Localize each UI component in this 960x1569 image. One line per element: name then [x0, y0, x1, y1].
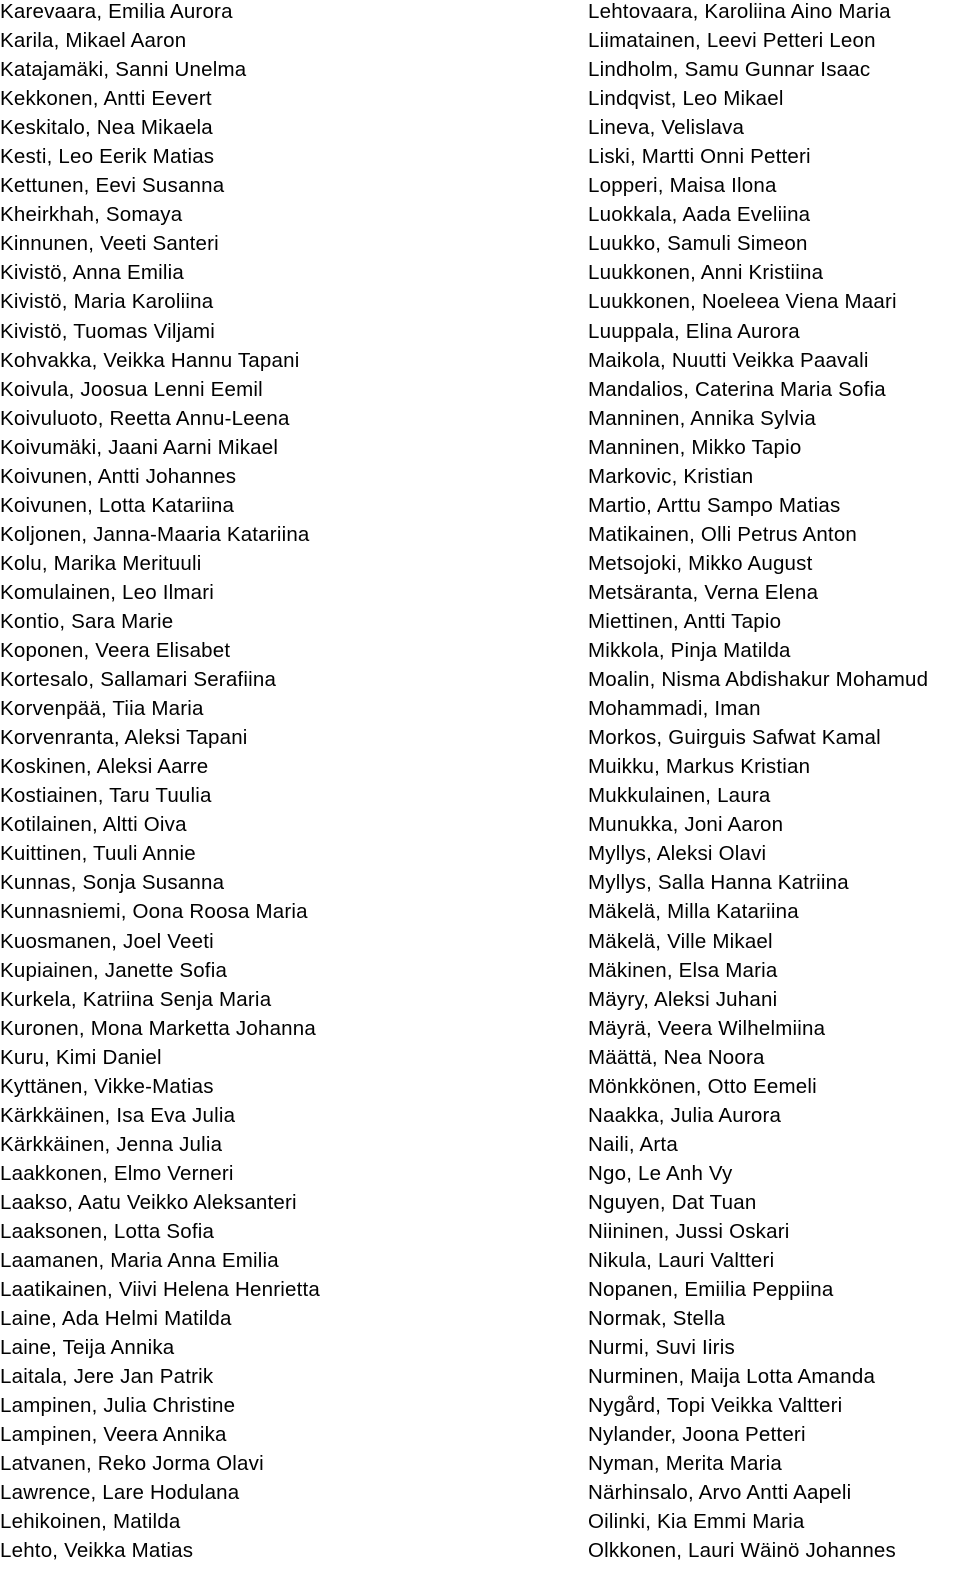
name-entry: Nikula, Lauri Valtteri	[588, 1249, 775, 1273]
name-entry: Lindqvist, Leo Mikael	[588, 87, 784, 111]
name-entry: Kekkonen, Antti Eevert	[0, 87, 212, 111]
name-entry: Karila, Mikael Aaron	[0, 29, 187, 53]
name-entry: Kurkela, Katriina Senja Maria	[0, 987, 272, 1011]
name-entry: Lopperi, Maisa Ilona	[588, 174, 777, 198]
name-entry: Kivistö, Anna Emilia	[0, 261, 185, 285]
name-entry: Miettinen, Antti Tapio	[588, 609, 782, 633]
name-entry: Lampinen, Veera Annika	[0, 1423, 227, 1447]
name-entry: Koskinen, Aleksi Aarre	[0, 755, 209, 779]
name-entry: Mönkkönen, Otto Eemeli	[588, 1074, 817, 1098]
name-entry: Myllys, Salla Hanna Katriina	[588, 871, 849, 895]
name-entry: Luukkonen, Noeleea Viena Maari	[588, 290, 897, 314]
name-entry: Närhinsalo, Arvo Antti Aapeli	[588, 1481, 852, 1505]
name-entry: Kunnasniemi, Oona Roosa Maria	[0, 900, 308, 924]
name-entry: Korvenpää, Tiia Maria	[0, 697, 204, 721]
name-entry: Muikku, Markus Kristian	[588, 755, 811, 779]
name-entry: Kohvakka, Veikka Hannu Tapani	[0, 348, 300, 372]
name-entry: Laitala, Jere Jan Patrik	[0, 1365, 214, 1389]
name-entry: Mäkelä, Ville Mikael	[588, 929, 773, 953]
name-entry: Matikainen, Olli Petrus Anton	[588, 522, 858, 546]
name-entry: Keskitalo, Nea Mikaela	[0, 116, 213, 140]
name-entry: Lineva, Velislava	[588, 116, 745, 140]
name-entry: Manninen, Annika Sylvia	[588, 406, 816, 430]
name-entry: Mäyrä, Veera Wilhelmiina	[588, 1016, 826, 1040]
name-entry: Koivula, Joosua Lenni Eemil	[0, 377, 263, 401]
name-entry: Mäkinen, Elsa Maria	[588, 958, 778, 982]
name-entry: Morkos, Guirguis Safwat Kamal	[588, 726, 881, 750]
name-entry: Kivistö, Tuomas Viljami	[0, 319, 215, 343]
name-entry: Olkkonen, Lauri Wäinö Johannes	[588, 1539, 896, 1563]
name-entry: Kostiainen, Taru Tuulia	[0, 784, 212, 808]
name-entry: Koponen, Veera Elisabet	[0, 639, 231, 663]
name-entry: Naakka, Julia Aurora	[588, 1103, 782, 1127]
right-name-column	[588, 0, 960, 1569]
name-entry: Markovic, Kristian	[588, 464, 754, 488]
name-entry: Lehikoinen, Matilda	[0, 1510, 181, 1534]
name-entry: Koivuluoto, Reetta Annu-Leena	[0, 406, 290, 430]
name-entry: Laine, Ada Helmi Matilda	[0, 1307, 232, 1331]
name-entry: Niininen, Jussi Oskari	[588, 1219, 790, 1243]
name-entry: Koivunen, Antti Johannes	[0, 464, 237, 488]
name-entry: Lehto, Veikka Matias	[0, 1539, 194, 1563]
name-entry: Mukkulainen, Laura	[588, 784, 771, 808]
name-entry: Määttä, Nea Noora	[588, 1045, 765, 1069]
name-entry: Komulainen, Leo Ilmari	[0, 580, 215, 604]
name-entry: Kolu, Marika Merituuli	[0, 551, 202, 575]
name-entry: Nopanen, Emiilia Peppiina	[588, 1278, 834, 1302]
name-entry: Laamanen, Maria Anna Emilia	[0, 1249, 279, 1273]
name-entry: Myllys, Aleksi Olavi	[588, 842, 767, 866]
name-entry: Metsojoki, Mikko August	[588, 551, 813, 575]
name-entry: Ngo, Le Anh Vy	[588, 1161, 733, 1185]
name-entry: Kotilainen, Altti Oiva	[0, 813, 187, 837]
name-entry: Laakkonen, Elmo Verneri	[0, 1161, 234, 1185]
name-entry: Koivumäki, Jaani Aarni Mikael	[0, 435, 279, 459]
name-entry: Mikkola, Pinja Matilda	[588, 639, 791, 663]
name-entry: Lawrence, Lare Hodulana	[0, 1481, 240, 1505]
name-entry: Liimatainen, Leevi Petteri Leon	[588, 29, 876, 53]
name-entry: Laatikainen, Viivi Helena Henrietta	[0, 1278, 321, 1302]
name-entry: Kupiainen, Janette Sofia	[0, 958, 228, 982]
name-entry: Kettunen, Eevi Susanna	[0, 174, 225, 198]
name-entry: Kontio, Sara Marie	[0, 609, 174, 633]
name-entry: Luokkala, Aada Eveliina	[588, 203, 811, 227]
name-entry: Kesti, Leo Eerik Matias	[0, 145, 215, 169]
name-entry: Kuronen, Mona Marketta Johanna	[0, 1016, 316, 1040]
name-entry: Nygård, Topi Veikka Valtteri	[588, 1394, 843, 1418]
name-entry: Karevaara, Emilia Aurora	[0, 0, 233, 23]
name-entry: Kärkkäinen, Isa Eva Julia	[0, 1103, 236, 1127]
name-entry: Kinnunen, Veeti Santeri	[0, 232, 219, 256]
name-entry: Luukko, Samuli Simeon	[588, 232, 808, 256]
name-entry: Nyman, Merita Maria	[588, 1452, 783, 1476]
name-entry: Kuittinen, Tuuli Annie	[0, 842, 196, 866]
name-entry: Naili, Arta	[588, 1132, 678, 1156]
name-entry: Manninen, Mikko Tapio	[588, 435, 802, 459]
name-entry: Korvenranta, Aleksi Tapani	[0, 726, 248, 750]
name-entry: Koljonen, Janna-Maaria Katariina	[0, 522, 310, 546]
name-entry: Mäyry, Aleksi Juhani	[588, 987, 778, 1011]
name-entry: Kivistö, Maria Karoliina	[0, 290, 214, 314]
name-entry: Normak, Stella	[588, 1307, 726, 1331]
name-entry: Kyttänen, Vikke-Matias	[0, 1074, 214, 1098]
name-entry: Lehtovaara, Karoliina Aino Maria	[588, 0, 891, 23]
name-entry: Metsäranta, Verna Elena	[588, 580, 819, 604]
name-entry: Nurminen, Maija Lotta Amanda	[588, 1365, 876, 1389]
name-entry: Martio, Arttu Sampo Matias	[588, 493, 841, 517]
name-entry: Luukkonen, Anni Kristiina	[588, 261, 824, 285]
name-entry: Kunnas, Sonja Susanna	[0, 871, 225, 895]
name-entry: Lampinen, Julia Christine	[0, 1394, 236, 1418]
name-entry: Latvanen, Reko Jorma Olavi	[0, 1452, 264, 1476]
name-entry: Kuru, Kimi Daniel	[0, 1045, 162, 1069]
name-entry: Laakso, Aatu Veikko Aleksanteri	[0, 1190, 297, 1214]
name-entry: Maikola, Nuutti Veikka Paavali	[588, 348, 869, 372]
name-entry: Nurmi, Suvi Iiris	[588, 1336, 735, 1360]
name-entry: Liski, Martti Onni Petteri	[588, 145, 811, 169]
name-entry: Laaksonen, Lotta Sofia	[0, 1219, 215, 1243]
name-entry: Mandalios, Caterina Maria Sofia	[588, 377, 886, 401]
name-entry: Koivunen, Lotta Katariina	[0, 493, 235, 517]
name-entry: Kuosmanen, Joel Veeti	[0, 929, 214, 953]
name-entry: Kheirkhah, Somaya	[0, 203, 183, 227]
name-entry: Mäkelä, Milla Katariina	[588, 900, 799, 924]
name-entry: Katajamäki, Sanni Unelma	[0, 58, 247, 82]
name-entry: Munukka, Joni Aaron	[588, 813, 784, 837]
name-entry: Moalin, Nisma Abdishakur Mohamud	[588, 668, 929, 692]
name-entry: Lindholm, Samu Gunnar Isaac	[588, 58, 871, 82]
name-entry: Nylander, Joona Petteri	[588, 1423, 806, 1447]
name-entry: Oilinki, Kia Emmi Maria	[588, 1510, 805, 1534]
name-entry: Kortesalo, Sallamari Serafiina	[0, 668, 277, 692]
name-entry: Kärkkäinen, Jenna Julia	[0, 1132, 223, 1156]
name-entry: Luuppala, Elina Aurora	[588, 319, 800, 343]
name-entry: Laine, Teija Annika	[0, 1336, 175, 1360]
name-entry: Nguyen, Dat Tuan	[588, 1190, 757, 1214]
name-entry: Mohammadi, Iman	[588, 697, 761, 721]
